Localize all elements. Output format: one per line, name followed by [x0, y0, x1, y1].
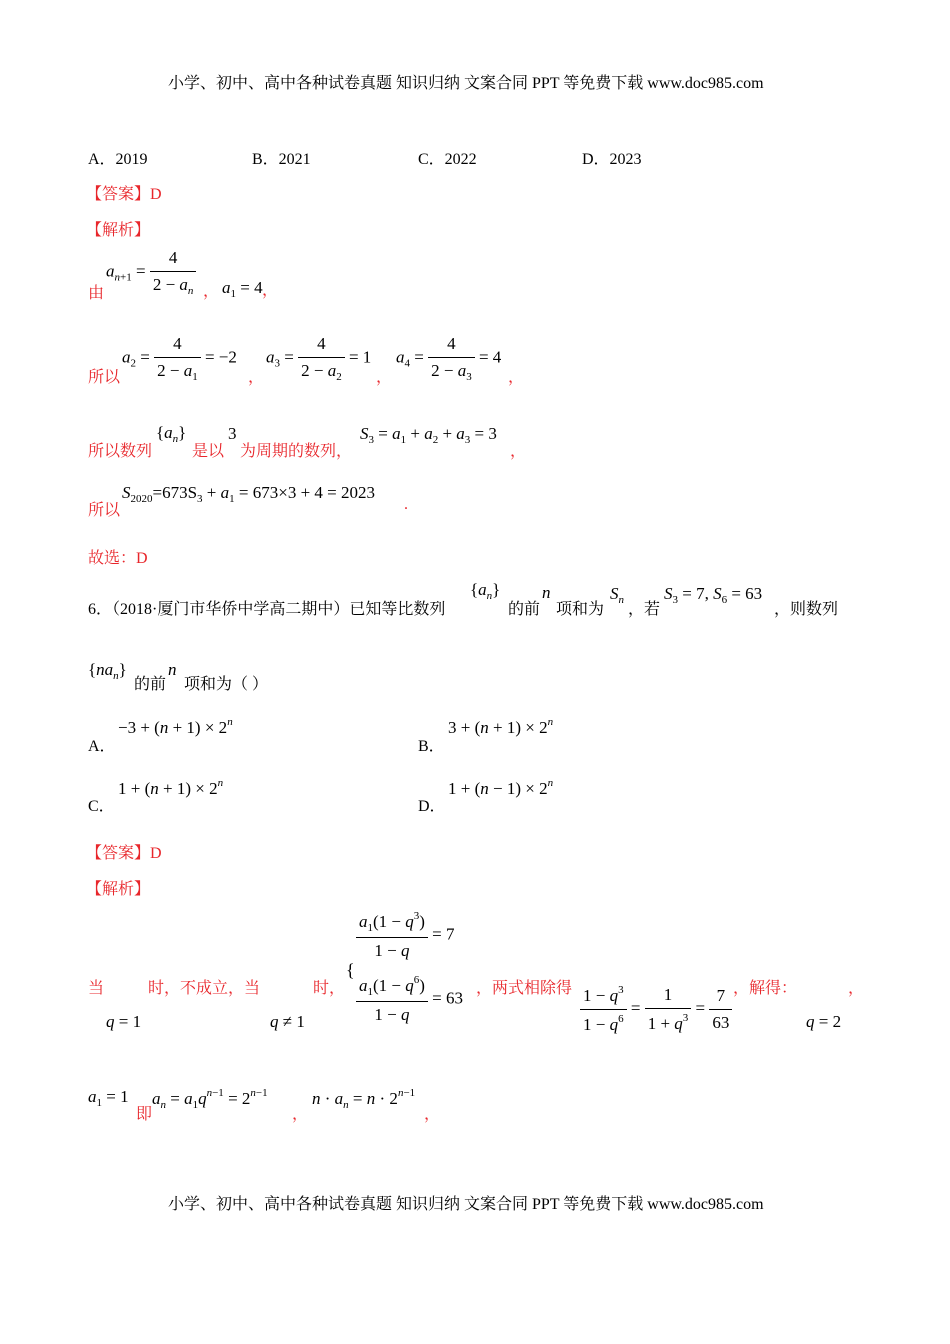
- analysis-label: 【解析】: [86, 222, 151, 239]
- formula-recurrence: $a_{n+1}$ = $\frac{4}{2 - a_n}$: [106, 248, 196, 297]
- formula-n-an: $n \cdot a_n = n \cdot 2^{n-1}$: [312, 1087, 416, 1111]
- formula-q-eq-2: q = 2: [806, 1012, 842, 1031]
- formula-set-nan: $\{na_n\}$: [88, 660, 127, 682]
- var-n: n: [168, 660, 177, 679]
- option-b-formula: $3 + (n + 1) \times 2^n$: [448, 716, 554, 737]
- text-shiyi: 是以: [192, 443, 225, 460]
- option-d-formula: $1 + (n - 1) \times 2^n$: [448, 777, 554, 798]
- text-you: 由: [88, 285, 105, 302]
- comma: ，: [848, 980, 865, 997]
- option-b: B．2021: [252, 151, 311, 168]
- text-xianghewei: 项和为: [556, 601, 605, 618]
- text-ji: 即: [136, 1106, 153, 1123]
- option-c-formula: $1 + (n + 1) \times 2^n$: [118, 777, 224, 798]
- formula-set-an: $\{a_n\}$: [470, 580, 501, 602]
- text-qian: 的前: [508, 601, 541, 618]
- text-period: 为周期的数列，: [240, 443, 353, 460]
- var-n: n: [542, 583, 551, 602]
- comma: ，: [510, 443, 527, 460]
- formula-a1-eq-1: $a_1 = 1$: [88, 1087, 129, 1109]
- text-suoyi: 所以: [88, 502, 121, 519]
- formula-a4: $a_4$ = $\frac{4}{2 - a_3}$ = 4: [396, 334, 502, 383]
- formula-a2: $a_2$ = $\frac{4}{2 - a_1}$ = −2: [122, 334, 237, 383]
- answer-label: 【答案】D: [86, 186, 162, 203]
- period: .: [404, 496, 408, 513]
- formula-ratio: $\frac{1 - q^3}{1 - q^6}$ = $\frac{1}{1 + q^3}$ = $\frac{7}{63}$: [580, 984, 732, 1035]
- text-xianghewei: 项和为（ ）: [184, 676, 269, 693]
- formula-an: $a_n = a_1q^{n-1} = 2^{n-1}$: [152, 1087, 268, 1111]
- text-shi: 时，: [313, 980, 346, 997]
- option-b-label: B．: [418, 738, 445, 755]
- text-liangshi: ，两式相除得: [476, 980, 573, 997]
- formula-set-an: $\{a_n\}$: [156, 423, 187, 445]
- text-jiede: ，解得：: [733, 980, 798, 997]
- option-c: C．2022: [418, 151, 477, 168]
- formula-s2020: $S_{2020}=673S_3 + a_1 = 673\times 3 + 4 = 2023$: [122, 483, 375, 505]
- formula-a1: $a_1 = 4$: [222, 278, 263, 300]
- q6-stem: 6．（2018·厦门市华侨中学高二期中）已知等比数列: [88, 601, 446, 618]
- formula-sn: $S_n$: [610, 584, 624, 606]
- formula-eq1: $\frac{a_1(1 - q^3)}{1 - q}$ = 7: [356, 910, 455, 961]
- formula-q-eq-1: q = 1: [106, 1012, 142, 1031]
- text-dang: 当: [88, 980, 105, 997]
- text-suoyi-shulie: 所以数列: [88, 443, 153, 460]
- comma: ，: [262, 282, 279, 299]
- comma: ，: [424, 1106, 441, 1123]
- page-header: 小学、初中、高中各种试卷真题 知识归纳 文案合同 PPT 等免费下载 www.doc985.com: [168, 75, 764, 92]
- option-d-label: D．: [418, 798, 446, 815]
- text-zeshulie: ，则数列: [774, 601, 839, 618]
- answer-label: 【答案】D: [86, 845, 162, 862]
- text-suoyi: 所以: [88, 369, 121, 386]
- comma: ，: [203, 283, 220, 300]
- text-qian: 的前: [134, 676, 167, 693]
- text-bu-chengli: 时，不成立，当: [148, 980, 261, 997]
- comma: ，: [508, 369, 525, 386]
- option-a: A．2019: [88, 151, 148, 168]
- option-d: D．2023: [582, 151, 642, 168]
- option-c-label: C．: [88, 798, 115, 815]
- comma: ，: [292, 1106, 309, 1123]
- analysis-label: 【解析】: [86, 881, 151, 898]
- option-a-label: A．: [88, 738, 116, 755]
- formula-s3: $S_3 = a_1 + a_2 + a_3 = 3$: [360, 424, 497, 446]
- brace: {: [346, 960, 355, 980]
- conclusion: 故选：D: [88, 550, 148, 567]
- text-ruo: ，若: [628, 601, 661, 618]
- formula-given: $S_3 = 7$, $S_6 = 63$: [664, 584, 763, 606]
- page-footer: 小学、初中、高中各种试卷真题 知识归纳 文案合同 PPT 等免费下载 www.doc985.com: [168, 1196, 764, 1213]
- formula-a3: $a_3$ = $\frac{4}{2 - a_2}$ = 1: [266, 334, 372, 383]
- option-a-formula: $-3 + (n + 1) \times 2^n$: [118, 716, 233, 737]
- formula-eq2: $\frac{a_1(1 - q^6)}{1 - q}$ = 63: [356, 974, 463, 1025]
- formula-q-ne-1: q ≠ 1: [270, 1012, 305, 1031]
- number-period: 3: [228, 424, 237, 443]
- comma: ，: [248, 369, 265, 386]
- comma: ，: [376, 369, 393, 386]
